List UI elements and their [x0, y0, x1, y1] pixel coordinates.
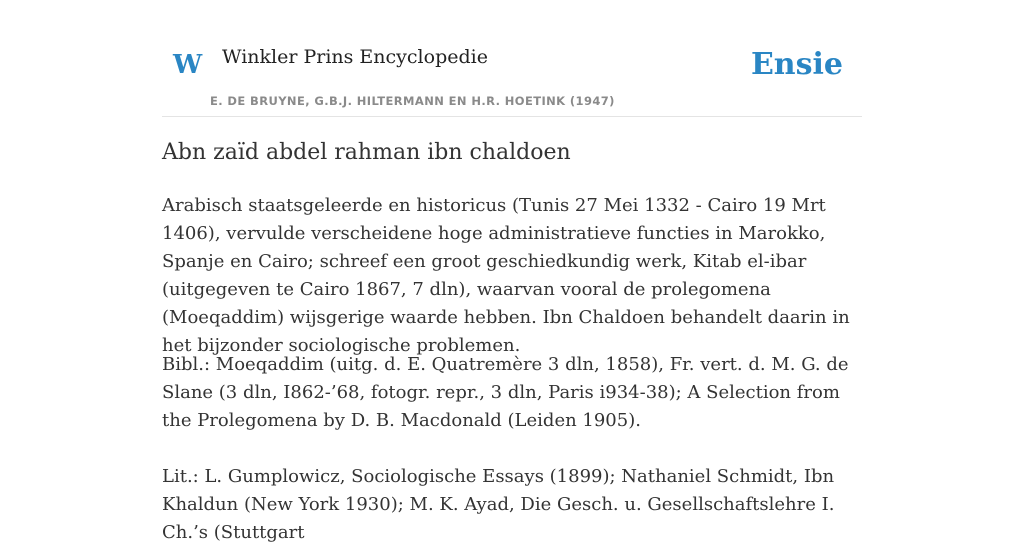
article-paragraph-bibliography: Bibl.: Moeqaddim (uitg. d. E. Quatremère 3 dln, 1858), Fr. vert. d. M. G. de Slane (3 dln, I862-’68, fotogr. repr., 3 dln, Paris i934-38); A Selection from the Prolegomena by D. B. Macdonald (Leiden 1905).: [162, 354, 849, 431]
site-logo[interactable]: W: [173, 50, 203, 80]
site-header: [162, 0, 862, 117]
article-title: Abn zaïd abdel rahman ibn chaldoen: [162, 140, 571, 165]
article-paragraph-description: Arabisch staatsgeleerde en historicus (Tunis 27 Mei 1332 - Cairo 19 Mrt 1406), vervulde verscheidene hoge administratieve functies in Marokko, Spanje en Cairo; schreef een groot geschiedkundig werk, Kitab el-ibar (uitgegeven te Cairo 1867, 7 dln), waarvan vooral de prolegomena (Moeqaddim) wijsgerige waarde hebben. Ibn Chaldoen behandelt daarin in het bijzonder sociologische problemen.: [162, 195, 850, 356]
article-paragraph-literature: Lit.: L. Gumplowicz, Sociologische Essays (1899); Nathaniel Schmidt, Ibn Khaldun (New York 1930); M. K. Ayad, Die Gesch. u. Gesellschaftslehre I. Ch.’s (Stuttgart: [162, 466, 835, 543]
page-container: [162, 0, 862, 543]
authors-byline: E. DE BRUYNE, G.B.J. HILTERMANN EN H.R. HOETINK (1947): [210, 94, 615, 108]
site-title[interactable]: Winkler Prins Encyclopedie: [222, 46, 488, 68]
ensie-brand-link[interactable]: Ensie: [750, 47, 843, 82]
